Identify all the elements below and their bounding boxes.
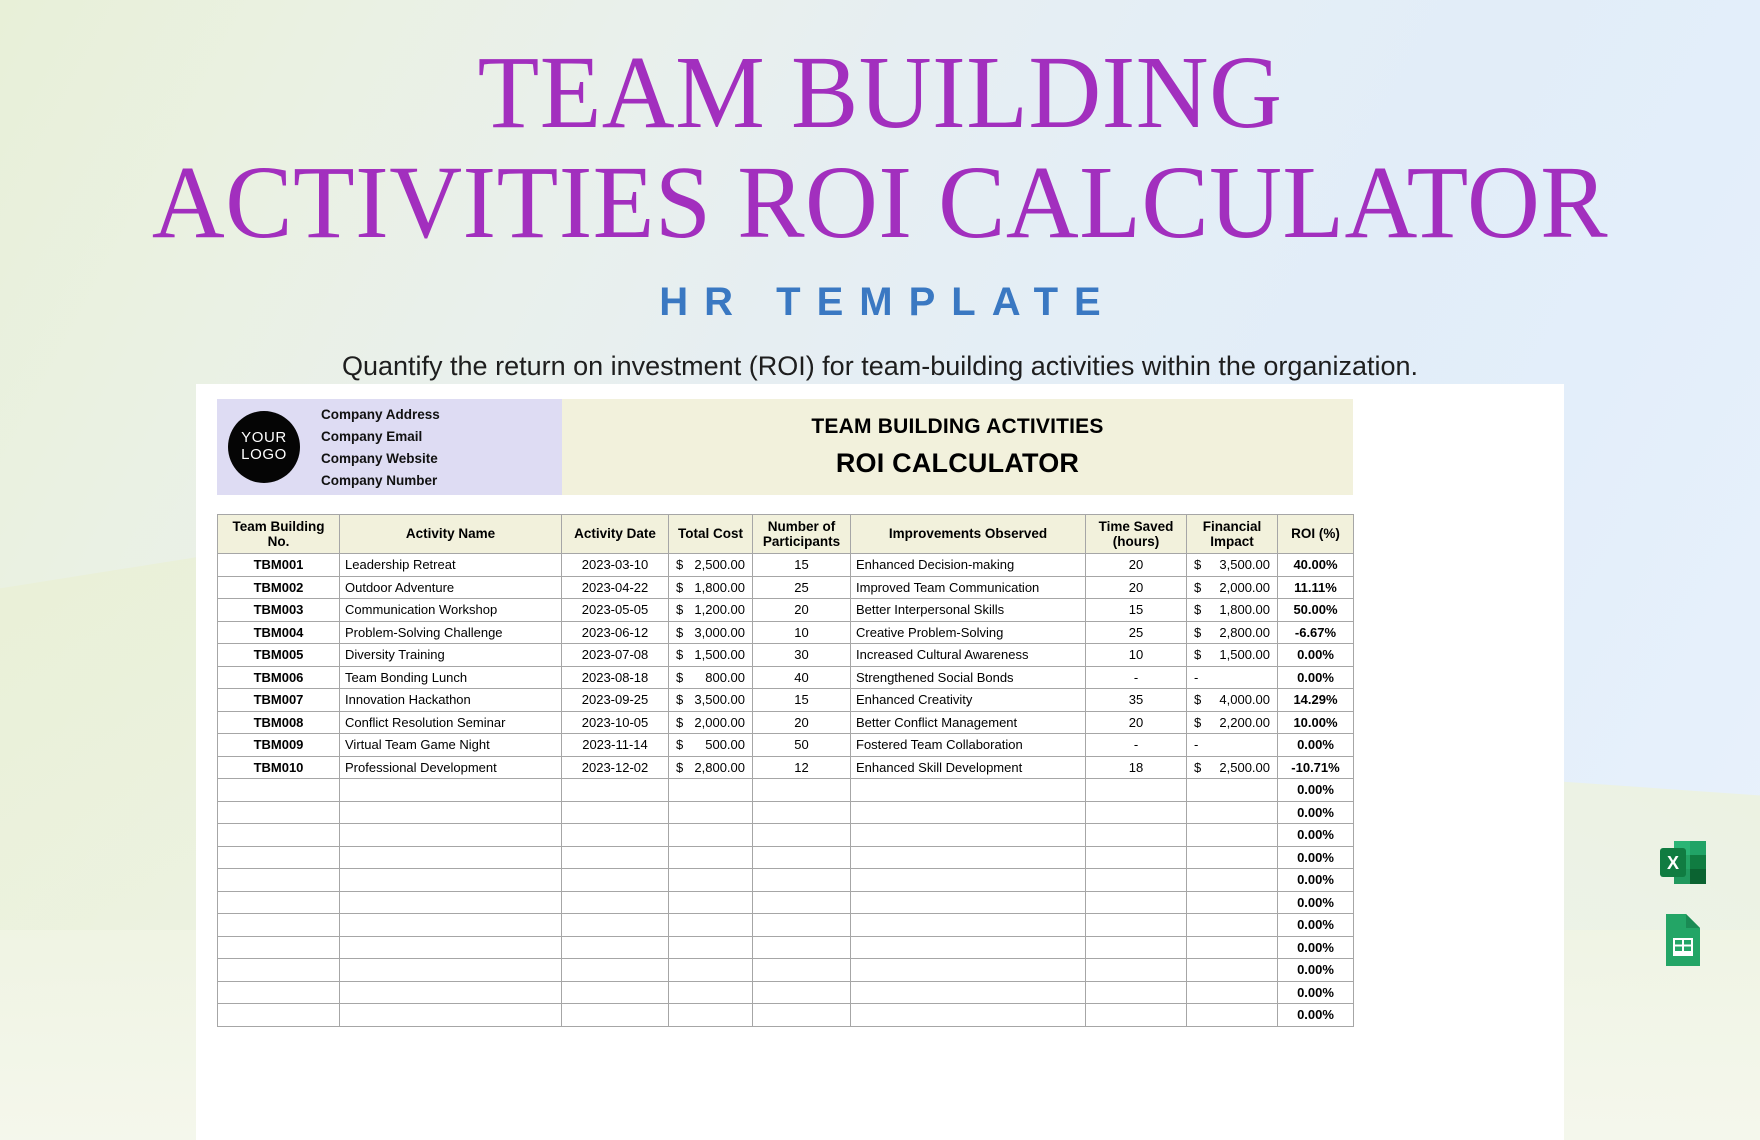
table-row[interactable]	[218, 959, 1354, 982]
cell-name[interactable]: Conflict Resolution Seminar	[340, 711, 562, 734]
cell-id[interactable]	[218, 914, 340, 937]
cell-improvement[interactable]	[851, 936, 1086, 959]
company-email-field[interactable]: Company Email	[321, 428, 423, 444]
cell-roi[interactable]: -6.67%	[1278, 621, 1354, 644]
cell-name[interactable]: Communication Workshop	[340, 599, 562, 622]
cell-name[interactable]	[340, 801, 562, 824]
cell-name[interactable]	[340, 891, 562, 914]
cell-improvement[interactable]: Better Conflict Management	[851, 711, 1086, 734]
cell-roi[interactable]: 0.00%	[1278, 936, 1354, 959]
cell-id[interactable]	[218, 779, 340, 802]
table-row[interactable]	[218, 914, 1354, 937]
cell-improvement[interactable]	[851, 846, 1086, 869]
page-header	[0, 0, 1760, 382]
cell-financial[interactable]	[1187, 891, 1278, 914]
cell-financial-symbol: $	[1194, 624, 1202, 640]
cell-roi[interactable]: 0.00%	[1278, 1004, 1354, 1027]
cell-cost-amount: 3,000.00	[694, 624, 745, 640]
col-header-improvements-observed[interactable]: Improvements Observed	[851, 515, 1086, 554]
cell-time_saved[interactable]: 25	[1086, 621, 1187, 644]
cell-time_saved[interactable]	[1086, 1004, 1187, 1027]
cell-roi[interactable]: 0.00%	[1278, 869, 1354, 892]
cell-roi[interactable]: 0.00%	[1278, 891, 1354, 914]
cell-participants[interactable]	[753, 779, 851, 802]
cell-financial-symbol: $	[1194, 602, 1202, 618]
table-row[interactable]	[218, 756, 1354, 779]
page-title-line-1: TEAM BUILDING	[477, 35, 1283, 150]
cell-name[interactable]	[340, 779, 562, 802]
sheet-title-secondary: ROI CALCULATOR	[835, 448, 1080, 478]
table-row[interactable]	[218, 779, 1354, 802]
cell-improvement[interactable]	[851, 891, 1086, 914]
cell-roi[interactable]: 0.00%	[1278, 779, 1354, 802]
cell-name[interactable]: Innovation Hackathon	[340, 689, 562, 712]
cell-id[interactable]: TBM009	[218, 734, 340, 757]
cell-roi[interactable]: 0.00%	[1278, 734, 1354, 757]
cell-participants[interactable]	[753, 981, 851, 1004]
cell-time_saved[interactable]: 20	[1086, 711, 1187, 734]
page-title-line-2: ACTIVITIES ROI CALCULATOR	[151, 145, 1609, 261]
cell-participants[interactable]: 40	[753, 666, 851, 689]
cell-id[interactable]	[218, 801, 340, 824]
cell-improvement[interactable]	[851, 824, 1086, 847]
page-title	[26, 0, 1733, 261]
cell-date[interactable]: 2023-07-08	[562, 644, 669, 667]
cell-name[interactable]	[340, 846, 562, 869]
cell-id[interactable]	[218, 959, 340, 982]
cell-cost-amount: 2,800.00	[694, 759, 745, 775]
cell-participants[interactable]	[753, 1004, 851, 1027]
cell-participants[interactable]	[753, 824, 851, 847]
col-header-financial-impact[interactable]: Financial Impact	[1187, 515, 1278, 554]
cell-improvement[interactable]: Strengthened Social Bonds	[851, 666, 1086, 689]
col-header-total-cost[interactable]: Total Cost	[669, 515, 753, 554]
cell-cost-symbol: $	[676, 669, 684, 685]
cell-financial[interactable]	[1187, 666, 1278, 689]
page-subtitle: HR TEMPLATE	[659, 280, 1117, 325]
cell-date[interactable]: 2023-06-12	[562, 621, 669, 644]
cell-id[interactable]: TBM004	[218, 621, 340, 644]
page-description: Quantify the return on investment (ROI) for team-building activities within the organization.	[341, 351, 1418, 382]
cell-cost[interactable]	[669, 914, 753, 937]
cell-date[interactable]	[562, 779, 669, 802]
cell-cost[interactable]	[669, 666, 753, 689]
cell-id[interactable]	[218, 1004, 340, 1027]
cell-time_saved[interactable]: 20	[1086, 554, 1187, 577]
cell-name[interactable]: Outdoor Adventure	[340, 576, 562, 599]
cell-cost[interactable]	[669, 554, 753, 577]
table-row[interactable]	[218, 666, 1354, 689]
cell-id[interactable]	[218, 869, 340, 892]
cell-financial[interactable]	[1187, 621, 1278, 644]
cell-improvement[interactable]	[851, 959, 1086, 982]
col-header-team-building-no[interactable]: Team Building No.	[218, 515, 340, 554]
table-row[interactable]	[218, 576, 1354, 599]
cell-id[interactable]: TBM010	[218, 756, 340, 779]
company-address-field[interactable]: Company Address	[321, 406, 440, 422]
cell-roi[interactable]: 0.00%	[1278, 981, 1354, 1004]
cell-time_saved[interactable]: 35	[1086, 689, 1187, 712]
cell-cost-amount: 500.00	[705, 737, 745, 753]
app-format-icons	[1658, 836, 1708, 968]
cell-financial[interactable]	[1187, 936, 1278, 959]
google-sheets-icon[interactable]	[1660, 912, 1706, 968]
cell-financial[interactable]	[1187, 576, 1278, 599]
cell-cost[interactable]	[669, 824, 753, 847]
cell-financial[interactable]	[1187, 869, 1278, 892]
cell-financial[interactable]	[1187, 846, 1278, 869]
company-number-field[interactable]: Company Number	[321, 472, 438, 488]
cell-time_saved[interactable]	[1086, 824, 1187, 847]
cell-date[interactable]	[562, 891, 669, 914]
cell-time_saved[interactable]: 20	[1086, 576, 1187, 599]
cell-date[interactable]	[562, 959, 669, 982]
cell-roi[interactable]: 0.00%	[1278, 644, 1354, 667]
cell-name[interactable]	[340, 936, 562, 959]
cell-improvement[interactable]: Enhanced Skill Development	[851, 756, 1086, 779]
cell-cost-symbol: $	[676, 647, 684, 663]
cell-name[interactable]: Professional Development	[340, 756, 562, 779]
cell-date[interactable]: 2023-09-25	[562, 689, 669, 712]
cell-financial[interactable]	[1187, 644, 1278, 667]
table-row[interactable]	[218, 644, 1354, 667]
cell-improvement[interactable]	[851, 1004, 1086, 1027]
cell-id[interactable]	[218, 846, 340, 869]
cell-cost[interactable]	[669, 1004, 753, 1027]
cell-cost-symbol: $	[676, 624, 684, 640]
cell-date[interactable]	[562, 824, 669, 847]
cell-financial-symbol: $	[1194, 692, 1202, 708]
sheet-content	[217, 399, 1353, 1027]
cell-time_saved[interactable]: -	[1086, 734, 1187, 757]
cell-date[interactable]: 2023-05-05	[562, 599, 669, 622]
cell-cost-symbol: $	[676, 692, 684, 708]
cell-roi[interactable]: 40.00%	[1278, 554, 1354, 577]
cell-cost[interactable]	[669, 734, 753, 757]
cell-cost-symbol: $	[676, 759, 684, 775]
company-info-block	[217, 399, 562, 495]
cell-time_saved[interactable]	[1086, 801, 1187, 824]
cell-participants[interactable]	[753, 914, 851, 937]
cell-financial[interactable]	[1187, 599, 1278, 622]
cell-date[interactable]	[562, 1004, 669, 1027]
cell-name[interactable]	[340, 869, 562, 892]
cell-financial-symbol: -	[1194, 737, 1199, 753]
cell-date[interactable]: 2023-10-05	[562, 711, 669, 734]
cell-cost[interactable]	[669, 621, 753, 644]
cell-name[interactable]	[340, 824, 562, 847]
cell-financial-amount: 3,500.00	[1219, 557, 1270, 573]
cell-financial[interactable]	[1187, 554, 1278, 577]
cell-improvement[interactable]: Creative Problem-Solving	[851, 621, 1086, 644]
cell-cost[interactable]	[669, 711, 753, 734]
cell-improvement[interactable]: Enhanced Decision-making	[851, 554, 1086, 577]
cell-financial[interactable]	[1187, 756, 1278, 779]
cell-participants[interactable]: 20	[753, 599, 851, 622]
cell-cost-symbol: $	[676, 714, 684, 730]
table-row[interactable]	[218, 621, 1354, 644]
cell-cost[interactable]	[669, 779, 753, 802]
cell-name[interactable]	[340, 914, 562, 937]
cell-name[interactable]: Problem-Solving Challenge	[340, 621, 562, 644]
cell-name[interactable]: Leadership Retreat	[340, 554, 562, 577]
cell-time_saved[interactable]: 15	[1086, 599, 1187, 622]
cell-financial[interactable]	[1187, 779, 1278, 802]
cell-financial-symbol: $	[1194, 714, 1202, 730]
company-website-field[interactable]: Company Website	[321, 450, 438, 466]
cell-financial-amount: 2,500.00	[1219, 759, 1270, 775]
cell-financial-symbol: $	[1194, 647, 1202, 663]
cell-roi[interactable]: 11.11%	[1278, 576, 1354, 599]
roi-table-header	[218, 515, 1354, 554]
cell-participants[interactable]	[753, 869, 851, 892]
sheet-title-primary: TEAM BUILDING ACTIVITIES	[811, 415, 1104, 438]
cell-date[interactable]: 2023-08-18	[562, 666, 669, 689]
cell-cost[interactable]	[669, 689, 753, 712]
cell-participants[interactable]	[753, 936, 851, 959]
cell-participants[interactable]	[753, 891, 851, 914]
cell-id[interactable]: TBM008	[218, 711, 340, 734]
cell-cost[interactable]	[669, 891, 753, 914]
cell-participants[interactable]: 12	[753, 756, 851, 779]
cell-financial-amount: 4,000.00	[1219, 692, 1270, 708]
cell-cost[interactable]	[669, 959, 753, 982]
col-header-number-of-participants[interactable]: Number of Participants	[753, 515, 851, 554]
cell-time_saved[interactable]	[1086, 846, 1187, 869]
cell-id[interactable]: TBM003	[218, 599, 340, 622]
cell-time_saved[interactable]	[1086, 914, 1187, 937]
cell-cost[interactable]	[669, 599, 753, 622]
sheet-header-band	[217, 399, 1353, 495]
cell-improvement[interactable]: Fostered Team Collaboration	[851, 734, 1086, 757]
company-field-list	[321, 407, 440, 488]
spreadsheet-sheet	[196, 384, 1564, 1140]
cell-cost-symbol: $	[676, 602, 684, 618]
cell-id[interactable]	[218, 824, 340, 847]
cell-financial[interactable]	[1187, 914, 1278, 937]
table-row[interactable]	[218, 689, 1354, 712]
cell-cost-amount: 2,500.00	[694, 557, 745, 573]
cell-time_saved[interactable]: 18	[1086, 756, 1187, 779]
cell-id[interactable]	[218, 936, 340, 959]
cell-date[interactable]: 2023-12-02	[562, 756, 669, 779]
cell-name[interactable]: Diversity Training	[340, 644, 562, 667]
cell-financial-symbol: -	[1194, 669, 1199, 685]
cell-financial-amount: 2,000.00	[1219, 579, 1270, 595]
cell-cost[interactable]	[669, 846, 753, 869]
cell-participants[interactable]: 20	[753, 711, 851, 734]
cell-time_saved[interactable]	[1086, 779, 1187, 802]
table-row[interactable]	[218, 554, 1354, 577]
cell-cost[interactable]	[669, 801, 753, 824]
cell-id[interactable]	[218, 891, 340, 914]
cell-improvement[interactable]: Better Interpersonal Skills	[851, 599, 1086, 622]
cell-improvement[interactable]	[851, 869, 1086, 892]
cell-financial[interactable]	[1187, 711, 1278, 734]
cell-name[interactable]: Team Bonding Lunch	[340, 666, 562, 689]
table-row[interactable]	[218, 891, 1354, 914]
cell-date[interactable]	[562, 981, 669, 1004]
cell-id[interactable]: TBM002	[218, 576, 340, 599]
cell-roi[interactable]: 0.00%	[1278, 846, 1354, 869]
cell-name[interactable]	[340, 981, 562, 1004]
col-header-activity-date[interactable]: Activity Date	[562, 515, 669, 554]
cell-date[interactable]	[562, 936, 669, 959]
cell-cost-symbol: $	[676, 579, 684, 595]
company-logo-placeholder[interactable]	[228, 411, 300, 483]
cell-roi[interactable]: 0.00%	[1278, 666, 1354, 689]
table-row[interactable]	[218, 981, 1354, 1004]
cell-time_saved[interactable]	[1086, 959, 1187, 982]
cell-date[interactable]	[562, 846, 669, 869]
cell-improvement[interactable]	[851, 779, 1086, 802]
logo-line-1: YOUR	[241, 429, 287, 447]
cell-improvement[interactable]: Improved Team Communication	[851, 576, 1086, 599]
cell-financial[interactable]	[1187, 689, 1278, 712]
cell-cost-symbol: $	[676, 737, 684, 753]
cell-cost[interactable]	[669, 981, 753, 1004]
table-row[interactable]	[218, 801, 1354, 824]
cell-financial[interactable]	[1187, 734, 1278, 757]
cell-participants[interactable]: 25	[753, 576, 851, 599]
cell-financial-amount: 2,800.00	[1219, 624, 1270, 640]
cell-cost-amount: 2,000.00	[694, 714, 745, 730]
cell-participants[interactable]: 15	[753, 554, 851, 577]
cell-financial-amount: 1,800.00	[1219, 602, 1270, 618]
cell-id[interactable]	[218, 981, 340, 1004]
cell-date[interactable]	[562, 869, 669, 892]
sheet-title-block	[562, 399, 1353, 495]
cell-financial[interactable]	[1187, 1004, 1278, 1027]
table-row[interactable]	[218, 711, 1354, 734]
cell-cost-amount: 1,800.00	[694, 579, 745, 595]
cell-time_saved[interactable]: 10	[1086, 644, 1187, 667]
col-header-activity-name[interactable]: Activity Name	[340, 515, 562, 554]
table-row[interactable]	[218, 936, 1354, 959]
cell-cost-amount: 1,200.00	[694, 602, 745, 618]
cell-participants[interactable]	[753, 801, 851, 824]
svg-text:X: X	[1666, 853, 1680, 873]
cell-time_saved[interactable]	[1086, 981, 1187, 1004]
cell-roi[interactable]: 0.00%	[1278, 824, 1354, 847]
cell-financial-symbol: $	[1194, 557, 1202, 573]
cell-id[interactable]: TBM005	[218, 644, 340, 667]
cell-date[interactable]: 2023-04-22	[562, 576, 669, 599]
table-row[interactable]	[218, 846, 1354, 869]
cell-financial-symbol: $	[1194, 759, 1202, 775]
cell-date[interactable]	[562, 801, 669, 824]
cell-financial[interactable]	[1187, 981, 1278, 1004]
cell-improvement[interactable]	[851, 914, 1086, 937]
cell-participants[interactable]	[753, 959, 851, 982]
cell-cost[interactable]	[669, 576, 753, 599]
cell-financial[interactable]	[1187, 959, 1278, 982]
roi-table	[217, 514, 1354, 1027]
table-row[interactable]	[218, 869, 1354, 892]
cell-participants[interactable]: 15	[753, 689, 851, 712]
cell-cost[interactable]	[669, 869, 753, 892]
cell-name[interactable]	[340, 959, 562, 982]
cell-improvement[interactable]: Enhanced Creativity	[851, 689, 1086, 712]
cell-id[interactable]: TBM007	[218, 689, 340, 712]
cell-improvement[interactable]: Increased Cultural Awareness	[851, 644, 1086, 667]
cell-financial-amount: 2,200.00	[1219, 714, 1270, 730]
cell-time_saved[interactable]	[1086, 869, 1187, 892]
cell-id[interactable]: TBM006	[218, 666, 340, 689]
cell-cost[interactable]	[669, 936, 753, 959]
cell-time_saved[interactable]	[1086, 936, 1187, 959]
cell-roi[interactable]: 0.00%	[1278, 914, 1354, 937]
col-header-roi-percent[interactable]: ROI (%)	[1278, 515, 1354, 554]
cell-financial[interactable]	[1187, 824, 1278, 847]
table-row[interactable]	[218, 1004, 1354, 1027]
table-row[interactable]	[218, 599, 1354, 622]
cell-id[interactable]: TBM001	[218, 554, 340, 577]
cell-date[interactable]: 2023-03-10	[562, 554, 669, 577]
cell-time_saved[interactable]	[1086, 891, 1187, 914]
cell-roi[interactable]: 50.00%	[1278, 599, 1354, 622]
cell-cost[interactable]	[669, 756, 753, 779]
cell-participants[interactable]: 50	[753, 734, 851, 757]
cell-cost[interactable]	[669, 644, 753, 667]
cell-financial-amount: 1,500.00	[1219, 647, 1270, 663]
cell-financial-symbol: $	[1194, 579, 1202, 595]
roi-table-body	[218, 554, 1354, 1027]
cell-cost-amount: 3,500.00	[694, 692, 745, 708]
cell-cost-amount: 1,500.00	[694, 647, 745, 663]
table-row[interactable]	[218, 824, 1354, 847]
cell-improvement[interactable]	[851, 801, 1086, 824]
microsoft-excel-icon[interactable]	[1658, 836, 1708, 890]
cell-roi[interactable]: 0.00%	[1278, 959, 1354, 982]
logo-line-2: LOGO	[241, 446, 287, 463]
cell-roi[interactable]: 10.00%	[1278, 711, 1354, 734]
cell-name[interactable]: Virtual Team Game Night	[340, 734, 562, 757]
cell-improvement[interactable]	[851, 981, 1086, 1004]
cell-roi[interactable]: 14.29%	[1278, 689, 1354, 712]
cell-name[interactable]	[340, 1004, 562, 1027]
cell-roi[interactable]: 0.00%	[1278, 801, 1354, 824]
cell-participants[interactable]: 30	[753, 644, 851, 667]
cell-participants[interactable]: 10	[753, 621, 851, 644]
cell-financial[interactable]	[1187, 801, 1278, 824]
cell-date[interactable]	[562, 914, 669, 937]
cell-date[interactable]: 2023-11-14	[562, 734, 669, 757]
table-header-row	[218, 515, 1354, 554]
col-header-time-saved[interactable]: Time Saved (hours)	[1086, 515, 1187, 554]
cell-cost-amount: 800.00	[705, 669, 745, 685]
table-row[interactable]	[218, 734, 1354, 757]
cell-participants[interactable]	[753, 846, 851, 869]
cell-cost-symbol: $	[676, 557, 684, 573]
cell-roi[interactable]: -10.71%	[1278, 756, 1354, 779]
cell-time_saved[interactable]: -	[1086, 666, 1187, 689]
